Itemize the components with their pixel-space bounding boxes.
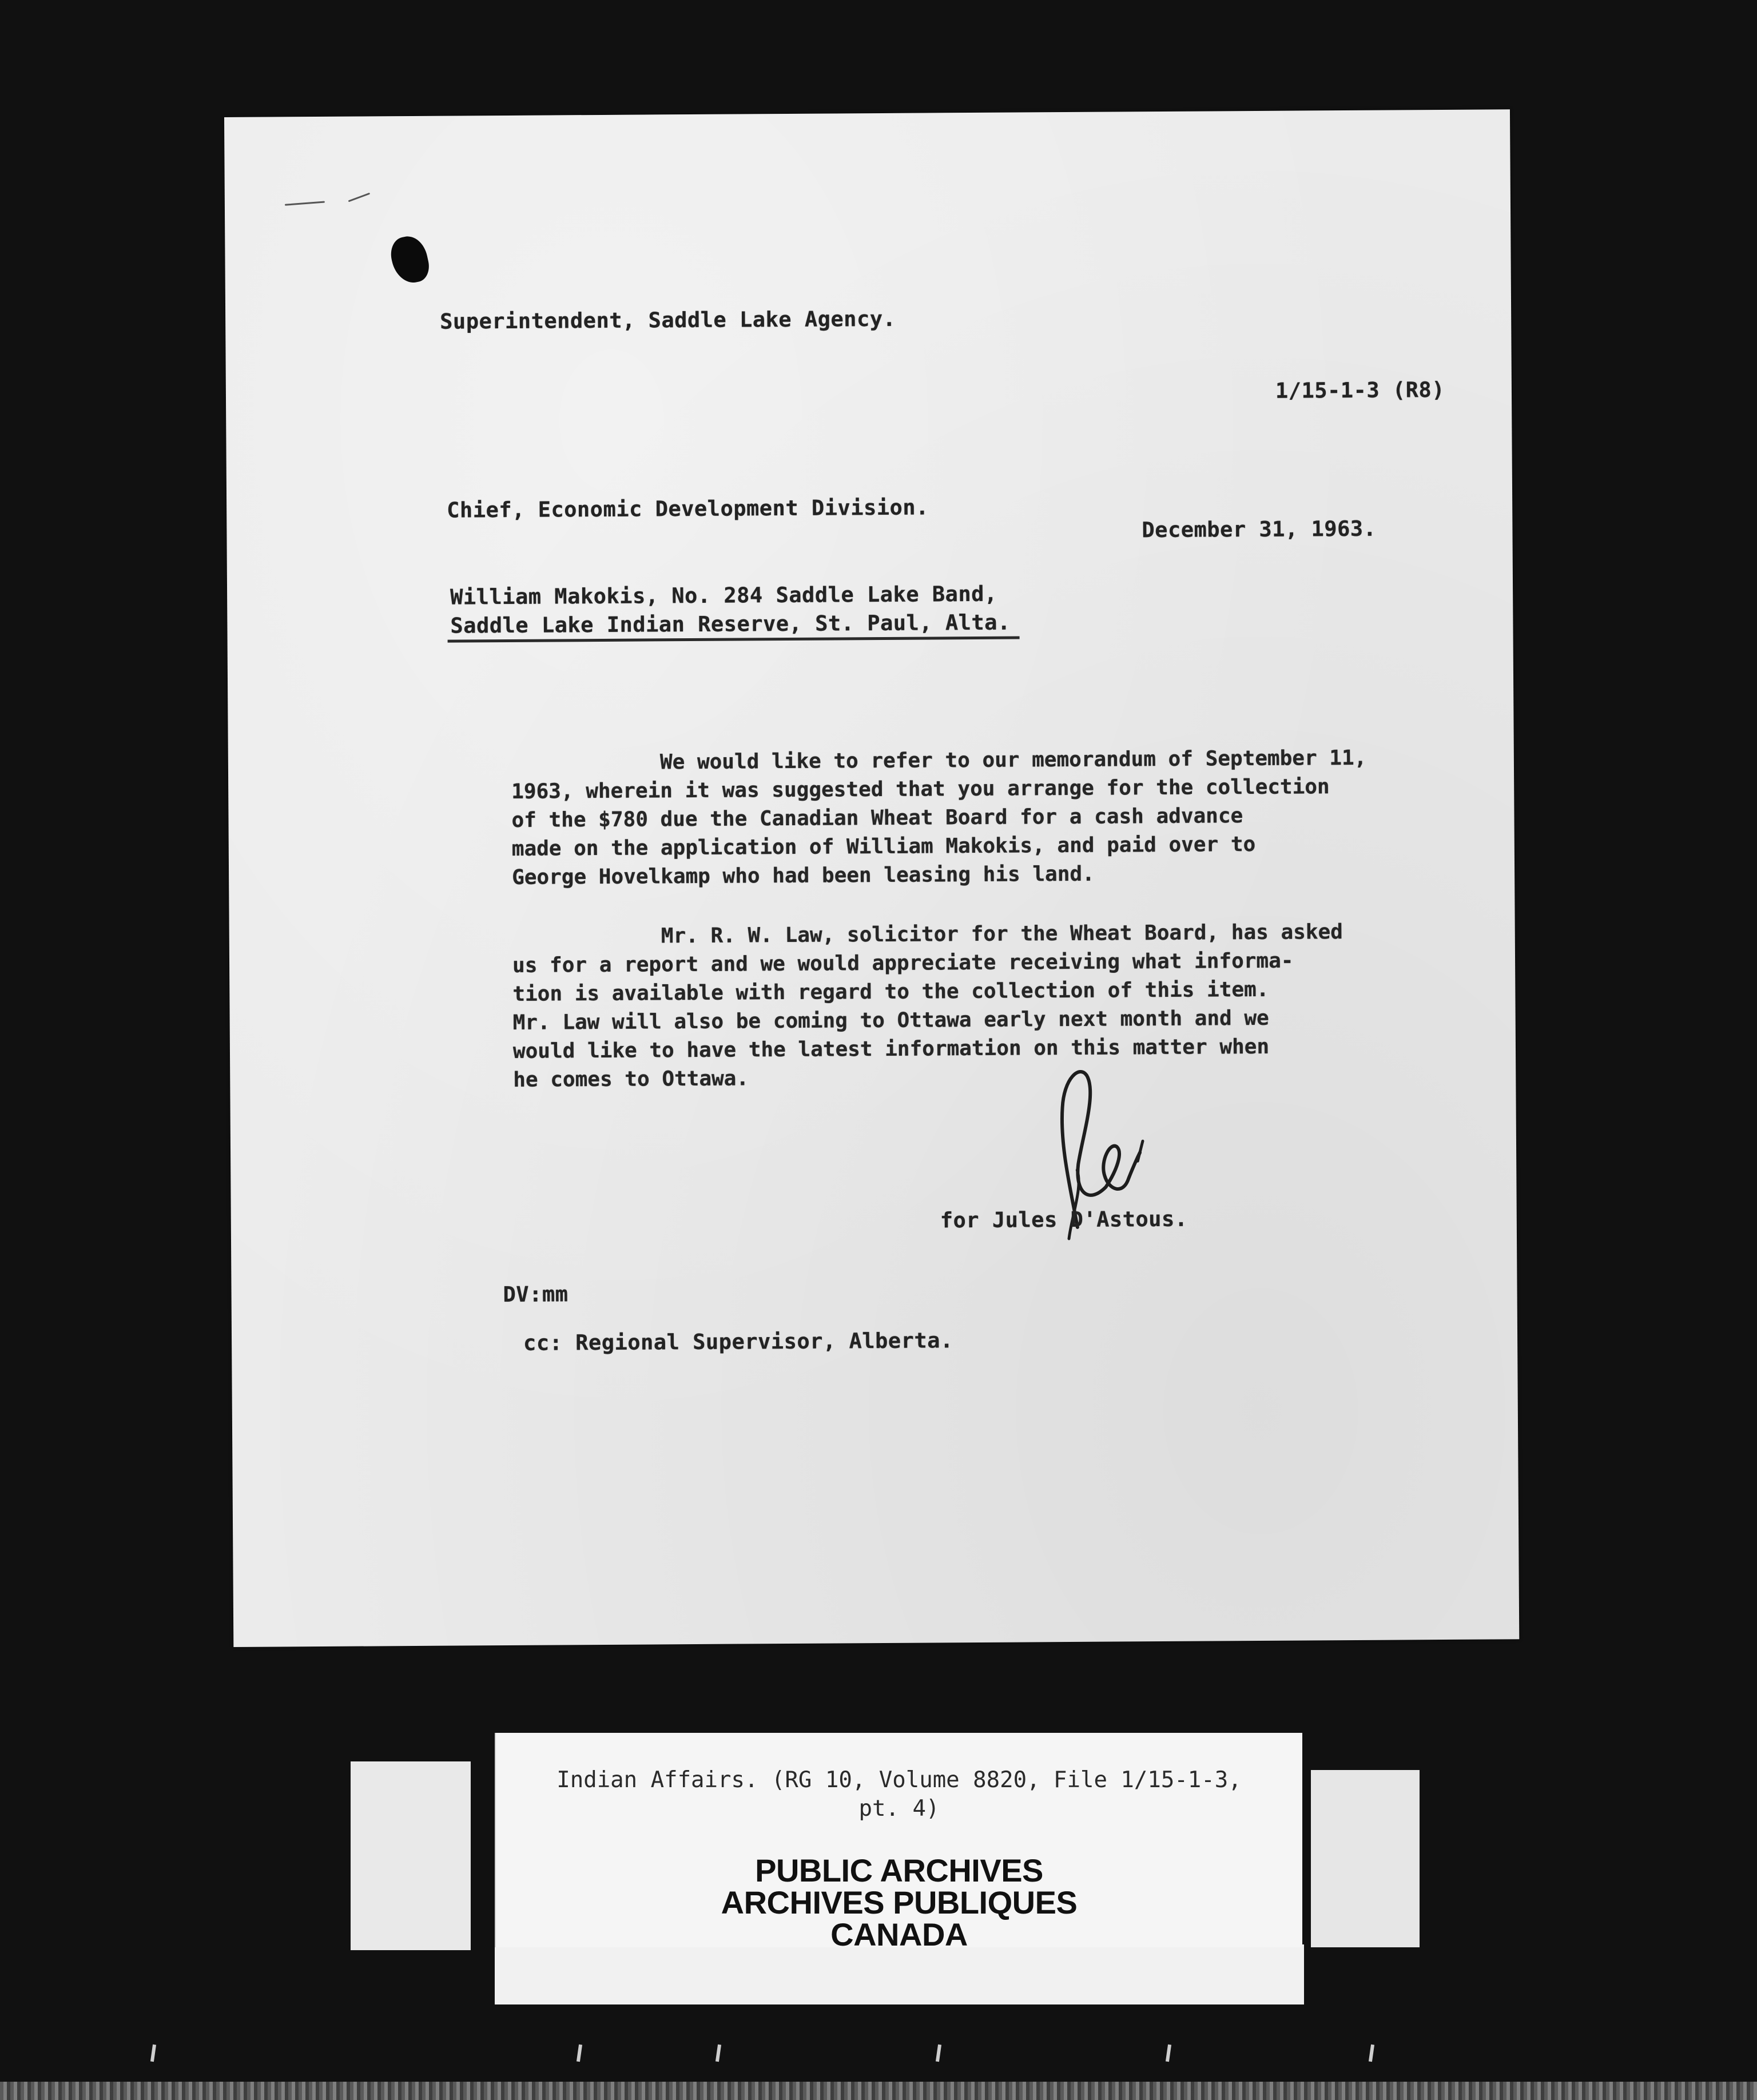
ink-blot — [387, 233, 432, 286]
page-scratch — [285, 201, 325, 205]
letter-page — [224, 109, 1519, 1647]
archives-title-en: PUBLIC ARCHIVES — [755, 1852, 1043, 1888]
typist-initials: DV:mm — [503, 1282, 569, 1307]
body-paragraph-1: We would like to refer to our memorandum of September 11, 1963, wherein it was suggested that you arrange for the collection of the $780 due the Canadian Wheat Board for a cash advance made on the application of William Makokis, and paid over to George Hovelkamp who had been leasing his land. — [511, 746, 1367, 889]
archive-label-tab-right — [1311, 1770, 1420, 1947]
archives-title-country: CANADA — [830, 1916, 968, 1952]
subject-line-2: Saddle Lake Indian Reserve, St. Paul, Alta. — [450, 610, 1011, 638]
archive-label-back — [495, 1944, 1304, 2004]
cc-line: cc: Regional Supervisor, Alberta. — [523, 1328, 953, 1355]
from-line: Chief, Economic Development Division. — [447, 495, 929, 523]
archive-label-tab-left — [351, 1761, 471, 1950]
archive-reference — [530, 1766, 1268, 1823]
subject-line-1: William Makokis, No. 284 Saddle Lake Band, — [450, 581, 997, 610]
archives-title-fr: ARCHIVES PUBLIQUES — [721, 1884, 1078, 1920]
page-scratch — [348, 193, 371, 202]
to-line: Superintendent, Saddle Lake Agency. — [440, 306, 896, 334]
film-edge-strip — [0, 2082, 1757, 2100]
signature-line: for Jules D'Astous. — [940, 1206, 1188, 1233]
body-paragraph-2: Mr. R. W. Law, solicitor for the Wheat Board, has asked us for a report and we would appreciate receiving what informa- tion is available with regard to the collection of this item. Mr. Law will also be coming to Ottawa early next month and we would like to have the latest information on this matter when he comes to Ottawa. — [512, 920, 1343, 1092]
archive-reference-line-2: pt. 4) — [858, 1796, 940, 1821]
archive-label — [495, 1733, 1302, 1952]
archive-reference-line-1: Indian Affairs. (RG 10, Volume 8820, File 1/15-1-3, — [556, 1767, 1242, 1793]
letter-date: December 31, 1963. — [1142, 516, 1377, 543]
file-reference: 1/15-1-3 (R8) — [1275, 377, 1445, 403]
